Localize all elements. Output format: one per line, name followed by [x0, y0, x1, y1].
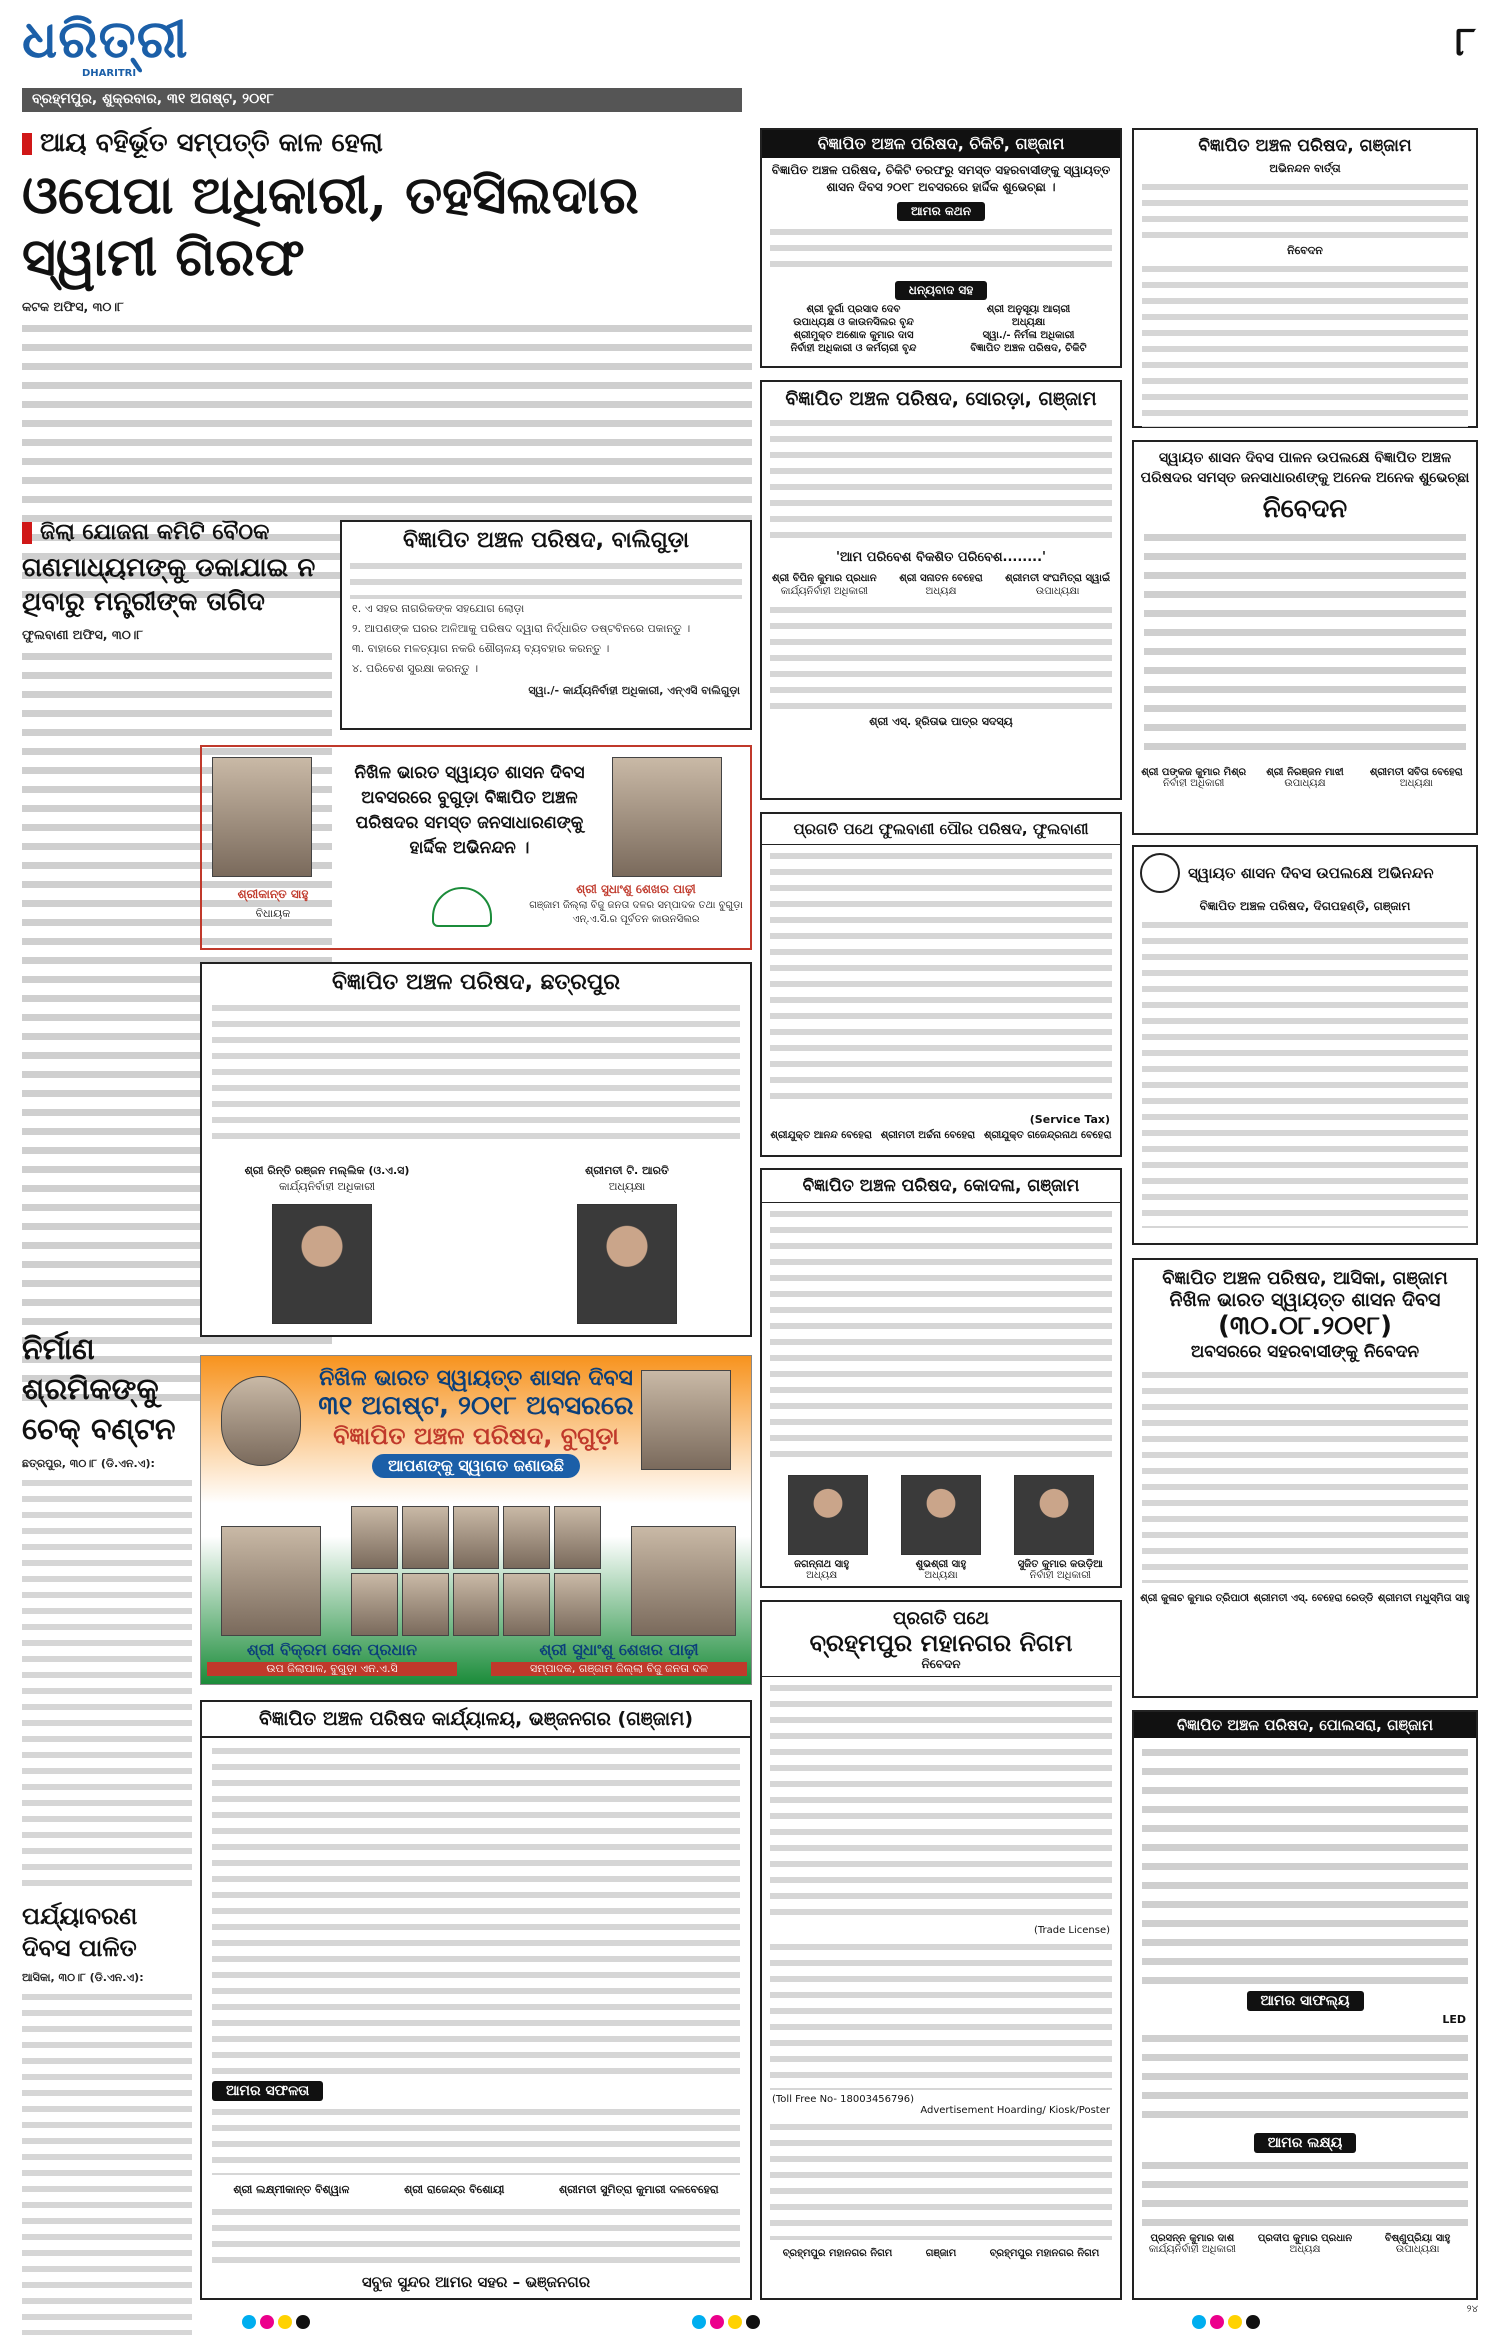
story-four — [22, 1900, 192, 2335]
ad-balliguda-item: ୨. ଆପଣଙ୍କ ଘରର ଅଳିଆକୁ ପରିଷଦ ଦ୍ୱାରା ନିର୍ଦ୍ଧାରିତ ଡଷ୍ଟବିନରେ ପକାନ୍ତୁ । — [352, 622, 691, 635]
kodala-sig-left-role: ଅଧ୍ୟକ୍ଷ — [806, 1570, 838, 1581]
masthead-logo — [22, 9, 252, 82]
greeting-text: ନିଖିଳ ଭାରତ ସ୍ୱାୟତ ଶାସନ ଦିବସ ଅବସରରେ ବୁଗୁଡ଼ା ବିଜ୍ଞାପିତ ଅଞ୍ଚଳ ପରିଷଦର ସମସ୍ତ ଜନସାଧାରଣଙ୍କୁ ହାର୍ଦ୍ଦିକ ଅଭିନନ୍ଦନ । — [354, 763, 585, 858]
berhampur-trade-license: (Trade License) — [1033, 1925, 1110, 1936]
councillor-photo — [402, 1506, 449, 1569]
ad-pani-notice — [1132, 440, 1478, 835]
chikiti-sig: ଶ୍ରୀ ଦୁର୍ଗା ପ୍ରସାଦ ଦେବ — [806, 304, 901, 315]
ad-aska — [1132, 1258, 1478, 1698]
yellow-dot — [728, 2315, 742, 2329]
magenta-dot — [1210, 2315, 1224, 2329]
kodala-photos — [762, 1471, 1120, 1559]
banner-line2: ୩୧ ଅଗଷ୍ଟ, ୨୦୧୮ ଅବସରରେ — [318, 1391, 634, 1421]
yellow-dot — [1228, 2315, 1242, 2329]
polsara-pill-1: ଆମର ସାଫଲ୍ୟ — [1247, 1991, 1364, 2011]
polsara-achievements — [1142, 2030, 1468, 2130]
berhampur-body-1 — [770, 1681, 1112, 1921]
story-four-body — [22, 1990, 192, 2335]
soroda-sig-left-role: କାର୍ଯ୍ୟନିର୍ବାହୀ ଅଧିକାରୀ — [780, 586, 868, 597]
banner-right-name: ଶ୍ରୀ ସୁଧାଂଶୁ ଶେଖର ପାଢ଼ୀ — [539, 1640, 699, 1659]
cyan-dot — [692, 2315, 706, 2329]
ad-balliguda — [340, 520, 752, 730]
ad-berhampur — [760, 1600, 1122, 2300]
page-number: ୮ — [1455, 18, 1476, 65]
digapahandi-title: ସ୍ୱାୟତ ଶାସନ ଦିବସ ଉପଲକ୍ଷେ ଅଭିନନ୍ଦନ — [1188, 864, 1434, 882]
ad-bhanjanagar-achievements — [212, 2105, 740, 2175]
councillor-photo — [351, 1506, 398, 1569]
ad-chhatrapur-title: ବିଜ୍ଞାପିତ ଅଞ୍ଚଳ ପରିଷଦ, ଛତ୍ରପୁର — [331, 970, 621, 995]
ad-soroda-body — [770, 416, 1112, 546]
ad-soroda-title: ବିଜ୍ଞାପିତ ଅଞ୍ଚଳ ପରିଷଦ, ସୋରଡ଼ା, ଗଞ୍ଜାମ — [785, 388, 1097, 410]
ad-digapahandi — [1132, 845, 1478, 1245]
banner-left-name: ଶ୍ରୀ ବିକ୍ରମ ସେନ ପ୍ରଧାନ — [246, 1640, 418, 1659]
lead-kicker — [22, 128, 752, 159]
berhampur-advertisement: Advertisement Hoarding/ Kiosk/Poster — [920, 2105, 1110, 2116]
soroda-quote: 'ଆମ ପରିବେଶ ବିକଶିତ ପରିବେଶ........' — [835, 550, 1047, 565]
ad-kodala — [760, 1168, 1122, 1588]
councillor-photo — [453, 1506, 500, 1569]
aska-title: ବିଜ୍ଞାପିତ ଅଞ୍ଚଳ ପରିଷଦ, ଆସିକା, ଗଞ୍ଜାମ — [1162, 1268, 1448, 1289]
photo-kodala-eo — [1014, 1475, 1094, 1555]
pani-sig-left: ଶ୍ରୀ ପଙ୍କଜ କୁମାର ମିଶ୍ର — [1141, 767, 1247, 778]
story-three — [22, 1330, 192, 1896]
councillor-photo — [503, 1573, 550, 1636]
story-three-headline: ନିର୍ମାଣ ଶ୍ରମିକଙ୍କୁ ଚେକ୍ ବଣ୍ଟନ — [22, 1332, 176, 1447]
pani-notice-heading: ନିବେଦନ — [1262, 494, 1348, 524]
dateline: ବ୍ରହ୍ମପୁର, ଶୁକ୍ରବାର, ୩୧ ଅଗଷ୍ଟ, ୨୦୧୮ — [22, 88, 742, 112]
ad-polsara — [1132, 1710, 1478, 2300]
ad-balliguda-intro — [350, 559, 742, 599]
chhatrapur-sig-right: ଶ୍ରୀମତୀ ଟି. ଆରତି — [585, 1164, 669, 1177]
chhatrapur-sig-left-role: କାର୍ଯ୍ୟନିର୍ବାହୀ ଅଧିକାରୀ — [279, 1180, 375, 1193]
general-notice-title: ବିଜ୍ଞାପିତ ଅଞ୍ଚଳ ପରିଷଦ, ଗଞ୍ଜାମ — [1198, 136, 1412, 156]
registration-marks-mid — [690, 2314, 762, 2333]
story-three-dateline: ଛତ୍ରପୁର, ୩୦।୮ (ଡି.ଏନ.ଏ): — [22, 1457, 155, 1470]
emblem-icon — [1140, 853, 1180, 893]
ad-kodala-title: ବିଜ୍ଞାପିତ ଅଞ୍ଚଳ ପରିଷଦ, କୋଦଳା, ଗଞ୍ଜାମ — [762, 1170, 1120, 1203]
pani-sig-left-role: ନିର୍ବାହୀ ଅଧିକାରୀ — [1163, 778, 1225, 789]
banner-line4: ଆପଣଙ୍କୁ ସ୍ୱାଗତ ଜଣାଉଛି — [372, 1454, 580, 1478]
digapahandi-header — [1134, 847, 1476, 899]
soroda-bottom: ଶ୍ରୀ ଏସ୍‌. ହ୍ରିତାଭ ପାତ୍ର ସଦସ୍ୟ — [869, 715, 1013, 728]
polsara-body — [1142, 1744, 1468, 1984]
banner-left-role: ଉପ ଜିଲାପାଳ, ବୁଗୁଡ଼ା ଏନ.ଏ.ସି — [207, 1662, 457, 1676]
bhanjanagar-signatures — [202, 2179, 750, 2201]
soroda-sig-right: ଶ୍ରୀମତୀ ସଂଘମିତ୍ରା ସ୍ୱାଇଁ — [1005, 573, 1111, 584]
story-two-headline: ଗଣମାଧ୍ୟମଙ୍କୁ ଡକାଯାଇ ନ ଥିବାରୁ ମନ୍ତ୍ରୀଙ୍କ ତାଗିଦ — [22, 553, 316, 617]
story-two-dateline: ଫୁଲବାଣୀ ଅଫିସ, ୩୦।୮ — [22, 627, 143, 642]
ad-bhanjanagar-councillors — [212, 2205, 740, 2265]
pani-notice-title: ସ୍ୱାୟତ ଶାସନ ଦିବସ ପାଳନ ଉପଲକ୍ଷେ ବିଜ୍ଞାପିତ ଅଞ୍ଚଳ ପରିଷଦର ସମସ୍ତ ଜନସାଧାରଣଙ୍କୁ ଅନେକ ଅନେକ ଶୁଭେଚ୍ଛା — [1140, 450, 1470, 486]
chikiti-sig: ବିଜ୍ଞାପିତ ଅଞ୍ଚଳ ପରିଷଦ, ଚିକିଟି — [970, 343, 1087, 354]
cyan-dot — [1192, 2315, 1206, 2329]
photo-chhatrapur-eo — [272, 1204, 372, 1324]
registration-marks-right — [1190, 2314, 1262, 2333]
digapahandi-body — [1142, 918, 1468, 1228]
berhampur-body-3 — [770, 2120, 1112, 2240]
cyan-dot — [242, 2315, 256, 2329]
soroda-sig-right-role: ଉପାଧ୍ୟକ୍ଷା — [1035, 586, 1080, 597]
story-two-kicker-text: ଜିଲା ଯୋଜନା କମିଟି ବୈଠକ — [40, 520, 270, 545]
story-three-body — [22, 1476, 192, 1896]
kicker-marker — [22, 522, 32, 544]
phulbani-sig-mid: ଶ୍ରୀମତୀ ଅର୍ଚ୍ଚନା ବେହେରା — [880, 1130, 976, 1141]
ad-balliguda-item: ୪. ପରିବେଶ ସୁରକ୍ଷା କରନ୍ତୁ । — [352, 662, 479, 675]
pani-sig-right: ଶ୍ରୀମତୀ ସବିତା ବେହେରା — [1369, 767, 1463, 778]
page-ref: ୨୪ — [1466, 2304, 1478, 2315]
berhampur-body-2 — [770, 1940, 1112, 2090]
phulbani-sig-left: ଶ୍ରୀଯୁକ୍ତ ଆନନ୍ଦ ବେହେରା — [770, 1130, 872, 1141]
chikiti-sig: ନିର୍ବାହୀ ଅଧିକାରୀ ଓ କର୍ମଚାରୀ ବୃନ୍ଦ — [790, 343, 917, 354]
ad-phulbani — [760, 812, 1122, 1157]
polsara-pill-2: ଆମର ଲକ୍ଷ୍ୟ — [1254, 2133, 1357, 2153]
banner-right-role: ସମ୍ପାଦକ, ଗଞ୍ଜାମ ଜିଲ୍ଲା ବିଜୁ ଜନତା ଦଳ — [491, 1662, 747, 1676]
kodala-sig-mid-role: ଅଧ୍ୟକ୍ଷା — [924, 1570, 958, 1581]
aska-line-1: ନିଖିଳ ଭାରତ ସ୍ୱାୟତ୍ତ ଶାସନ ଦିବସ — [1169, 1289, 1441, 1311]
chikiti-sig: ସ୍ୱା./- ନିର୍ମଳା ଅଧିକାରୀ — [982, 330, 1075, 341]
photo-mla — [212, 757, 312, 877]
logo-subtext: DHARITRI — [82, 68, 137, 79]
councillor-photo — [554, 1506, 601, 1569]
digapahandi-subtitle: ବିଜ୍ଞାପିତ ଅଞ୍ଚଳ ପରିଷଦ, ଦିଗପହଣ୍ଡି, ଗଞ୍ଜାମ — [1199, 899, 1411, 913]
councillor-photo — [503, 1506, 550, 1569]
banner-line3: ବିଜ୍ଞାପିତ ଅଞ୍ଚଳ ପରିଷଦ, ବୁଗୁଡ଼ା — [333, 1422, 619, 1450]
polsara-sig-left-role: କାର୍ଯ୍ୟନିର୍ବାହୀ ଅଧିକାରୀ — [1148, 2244, 1236, 2255]
lead-dateline: କଟକ ଅଫିସ, ୩୦।୮ — [22, 299, 124, 314]
berhampur-sig-right: ବ୍ରହ୍ମପୁର ମହାନଗର ନିଗମ — [989, 2248, 1100, 2259]
ad-balliguda-title: ବିଜ୍ଞାପିତ ଅଞ୍ଚଳ ପରିଷଦ, ବାଲିଗୁଡ଼ା — [403, 528, 689, 553]
pani-notice-body — [1144, 529, 1466, 759]
soroda-member-list — [770, 603, 1112, 713]
ad-chhatrapur — [200, 962, 752, 1337]
lead-kicker-text: ଆୟ ବହିର୍ଭୂତ ସମ୍ପତ୍ତି କାଳ ହେଲା — [40, 128, 383, 158]
ad-general-notice — [1132, 128, 1478, 428]
kodala-sig-right-role: ନିର୍ବାହୀ ଅଧିକାରୀ — [1029, 1570, 1091, 1581]
chikiti-sig: ଅଧ୍ୟକ୍ଷା — [1011, 317, 1046, 328]
chikiti-pill-1: ଆମର କଥନ — [897, 202, 985, 221]
phulbani-signatures — [762, 1126, 1120, 1145]
ad-chikiti — [760, 128, 1122, 368]
registration-marks-left — [240, 2314, 312, 2333]
polsara-sig-mid: ପ୍ରଦୀପ କୁମାର ପ୍ରଧାନ — [1257, 2233, 1353, 2244]
chikiti-signatures — [762, 300, 1120, 358]
ad-balliguda-item: ୧. ଏ ସହର ନାଗରିକଙ୍କ ସହଯୋଗ ଲୋଡ଼ା — [352, 602, 525, 615]
bhanjanagar-pill: ଆମର ସଫଳତା — [212, 2081, 323, 2101]
ad-phulbani-title: ପ୍ରଗତି ପଥେ ଫୁଲବାଣୀ ପୌର ପରିଷଦ, ଫୁଲବାଣୀ — [762, 814, 1120, 845]
aska-sig-right: ଶ୍ରୀମତୀ ମଧୁସ୍ମିତା ସାହୁ — [1377, 1593, 1470, 1604]
aska-line-2: (୩୦.୦୮.୨୦୧୮) — [1217, 1311, 1393, 1341]
conch-icon — [432, 887, 492, 927]
berhampur-signatures — [762, 2244, 1120, 2263]
aska-body — [1142, 1368, 1468, 1583]
general-notice-intro — [1142, 180, 1468, 240]
councillor-photo — [402, 1573, 449, 1636]
ad-bhanjanagar-title: ବିଜ୍ଞାପିତ ଅଞ୍ଚଳ ପରିଷଦ କାର୍ଯ୍ୟାଳୟ, ଭଞ୍ଜନଗର (ଗଞ୍ଜାମ) — [202, 1702, 750, 1738]
soroda-sig-mid-role: ଅଧ୍ୟକ୍ଷ — [925, 586, 957, 597]
councillor-photo-grid — [351, 1506, 601, 1636]
photo-banner-left — [221, 1526, 321, 1636]
polsara-sig-right: ବିଷ୍ଣୁପ୍ରିୟା ସାହୁ — [1384, 2233, 1451, 2244]
chhatrapur-sig-left: ଶ୍ରୀ ରିନ୍ତି ରଞ୍ଜନ ମଲ୍ଲିକ (ଓ.ଏ.ସ) — [244, 1164, 410, 1177]
ad-kodala-body — [770, 1207, 1112, 1467]
polsara-sig-mid-role: ଅଧ୍ୟକ୍ଷ — [1289, 2244, 1321, 2255]
photo-kodala-chair — [788, 1475, 868, 1555]
chikiti-pill-2: ଧନ୍ୟବାଦ ସହ — [895, 281, 987, 300]
berhampur-sig-left: ବ୍ରହ୍ମପୁର ମହାନଗର ନିଗମ — [782, 2248, 893, 2259]
aska-signatures — [1134, 1589, 1476, 1608]
mla-name: ଶ୍ରୀକାନ୍ତ ସାହୁ — [237, 887, 309, 901]
leader-role: ଗଞ୍ଜାମ ଜିଲ୍ଲା ବିଜୁ ଜନତା ଦଳର ସମ୍ପାଦକ ତଥା ବୁଗୁଡ଼ା ଏନ୍‌.ଏ.ସି.ର ପୂର୍ବତନ କାଉନସିଲର — [529, 900, 743, 925]
story-four-dateline: ଆସିକା, ୩୦।୮ (ଡି.ଏନ.ଏ): — [22, 1971, 144, 1984]
ad-chikiti-subtitle: ବିଜ୍ଞାପିତ ଅଞ୍ଚଳ ପରିଷଦ, ଚିକିଟି ତରଫରୁ ସମସ୍ତ ସହରବାସୀଙ୍କୁ ସ୍ୱାୟତ୍ତ ଶାସନ ଦିବସ ୨୦୧୮ ଅବସରରେ ହାର୍ଦ୍ଦିକ ଶୁଭେଚ୍ଛା । — [771, 163, 1111, 194]
kodala-sig-mid: ଶୁଭଶ୍ରୀ ସାହୁ — [915, 1559, 967, 1570]
berhampur-sig-mid: ଗଞ୍ଜାମ — [925, 2248, 957, 2259]
bhanjanagar-sig-left: ଶ୍ରୀ ଲକ୍ଷ୍ମୀକାନ୍ତ ବିଶ୍ୱାଳ — [233, 2183, 350, 2196]
photo-chhatrapur-chair — [577, 1204, 677, 1324]
polsara-title: ବିଜ୍ଞାପିତ ଅଞ୍ଚଳ ପରିଷଦ, ପୋଲସରା, ଗଞ୍ଜାମ — [1134, 1712, 1476, 1738]
photo-kodala-vice — [901, 1475, 981, 1555]
phulbani-sig-right: ଶ୍ରୀଯୁକ୍ତ ଗଜେନ୍ଦ୍ରନାଥ ବେହେରା — [983, 1130, 1112, 1141]
chikiti-sig: ଉପାଧ୍ୟକ୍ଷ ଓ କାଉନସିଲର ବୃନ୍ଦ — [793, 317, 914, 328]
berhampur-subtitle: ନିବେଦନ — [762, 1657, 1120, 1677]
councillor-photo — [554, 1573, 601, 1636]
councillor-photo — [453, 1573, 500, 1636]
general-notice-subtitle: ଅଭିନନ୍ଦନ ବାର୍ତ୍ତା — [1269, 162, 1341, 175]
berhampur-title-1: ପ୍ରଗତି ପଥେ — [893, 1608, 989, 1629]
banner-line1: ନିଖିଳ ଭାରତ ସ୍ୱାୟତ୍ତ ଶାସନ ଦିବସ — [319, 1366, 633, 1391]
berhampur-toll-free: (Toll Free No- 18003456796) — [772, 2094, 915, 2105]
pani-sig-mid-role: ଉପାଧ୍ୟକ୍ଷ — [1284, 778, 1326, 789]
polsara-sig-left: ପ୍ରସନ୍ନ କୁମାର ଦାଶ — [1150, 2233, 1235, 2244]
chikiti-sig: ଶ୍ରୀମୁକ୍ତ ଅଶୋକ କୁମାର ଦାସ — [793, 330, 914, 341]
ad-soroda — [760, 380, 1122, 800]
magenta-dot — [260, 2315, 274, 2329]
soroda-sig-left: ଶ୍ରୀ ବିପିନ କୁମାର ପ୍ରଧାନ — [772, 573, 877, 584]
leader-name: ଶ୍ରୀ ସୁଧାଂଶୁ ଶେଖର ପାଢ଼ୀ — [576, 882, 696, 896]
logo-text: ଧରିତ୍ରୀ — [22, 9, 189, 70]
kodala-signatures — [762, 1559, 1120, 1581]
chhatrapur-sig-right-role: ଅଧ୍ୟକ୍ଷା — [608, 1180, 646, 1193]
pani-signatures — [1134, 763, 1476, 793]
general-notice-body — [1142, 262, 1468, 427]
general-notice-subtitle-2: ନିବେଦନ — [1287, 244, 1323, 257]
aska-line-3: ଅବସରରେ ସହରବାସୀଙ୍କୁ ନିବେଦନ — [1190, 1342, 1420, 1362]
ad-chhatrapur-body — [212, 1001, 740, 1141]
photo-banner-right — [631, 1526, 736, 1636]
kodala-sig-right: ସୁଜିତ କୁମାର କଉଡ଼ିଆ — [1017, 1559, 1103, 1570]
ad-phulbani-body — [770, 849, 1112, 1109]
soroda-sig-mid: ଶ୍ରୀ ସନାତନ ବେହେରା — [899, 573, 983, 584]
ad-chikiti-title: ବିଜ୍ଞାପିତ ଅଞ୍ଚଳ ପରିଷଦ, ଚିକିଟି, ଗଞ୍ଜାମ — [762, 130, 1120, 158]
photo-leader — [612, 757, 722, 877]
ad-balliguda-item: ୩. ବାହାରେ ମଳତ୍ୟାଗ ନକରି ଶୌଚାଳୟ ବ୍ୟବହାର କରନ୍ତୁ । — [352, 642, 610, 655]
kicker-marker — [22, 133, 32, 155]
ad-balliguda-signature: ସ୍ୱା./- କାର୍ଯ୍ୟନିର୍ବାହୀ ଅଧିକାରୀ, ଏନ୍‌ଏସି ବାଲିଗୁଡ଼ା — [528, 684, 740, 697]
ad-chikiti-body — [770, 225, 1112, 275]
black-dot — [1246, 2315, 1260, 2329]
ad-buguda-banner — [200, 1355, 752, 1685]
magenta-dot — [710, 2315, 724, 2329]
kodala-sig-left: ଜଗନ୍ନାଥ ସାହୁ — [794, 1559, 850, 1570]
photo-cm — [221, 1376, 301, 1466]
black-dot — [296, 2315, 310, 2329]
aska-sig-mid: ଶ୍ରୀମତୀ ଏସ୍‌. ବେହେରା ରେଡ୍ଡି — [1253, 1593, 1374, 1604]
bhanjanagar-footer: ସବୁଜ ସୁନ୍ଦର ଆମର ସହର – ଭଞ୍ଜନଗର — [361, 2273, 591, 2291]
yellow-dot — [278, 2315, 292, 2329]
ad-buguda-greeting — [200, 745, 752, 950]
pani-sig-right-role: ଅଧ୍ୟକ୍ଷା — [1399, 778, 1433, 789]
soroda-signatures — [762, 569, 1120, 601]
polsara-signatures — [1134, 2231, 1476, 2257]
bhanjanagar-sig-right: ଶ୍ରୀମତୀ ସୁମିତ୍ରା କୁମାରୀ ଦଳବେହେରା — [558, 2183, 719, 2196]
photo-banner-leader-top — [641, 1370, 731, 1470]
berhampur-title-2: ବ୍ରହ୍ମପୁର ମହାନଗର ନିଗମ — [809, 1629, 1073, 1657]
councillor-photo — [351, 1573, 398, 1636]
polsara-sig-right-role: ଉପାଧ୍ୟକ୍ଷା — [1395, 2244, 1440, 2255]
story-four-headline: ପର୍ଯ୍ୟାବରଣ ଦିବସ ପାଳିତ — [22, 1901, 138, 1962]
bhanjanagar-sig-mid: ଶ୍ରୀ ରାଜେନ୍ଦ୍ର ବିଶୋୟୀ — [404, 2183, 505, 2196]
chikiti-sig: ଶ୍ରୀ ଅନୁସୂୟା ଆଚାରୀ — [986, 304, 1071, 315]
phulbani-service-tax: (Service Tax) — [1029, 1113, 1110, 1126]
ad-bhanjanagar — [200, 1700, 752, 2300]
aska-sig-left: ଶ୍ରୀ କୁଳାଚ କୁମାର ତ୍ରିପାଠୀ — [1140, 1593, 1249, 1604]
story-two-kicker — [22, 520, 332, 545]
ad-bhanjanagar-body — [212, 1744, 740, 2074]
polsara-led: LED — [1442, 2013, 1466, 2026]
mla-role: ବିଧାୟକ — [255, 907, 291, 920]
lead-headline: ଓପେପା ଅଧିକାରୀ, ତହସିଲଦାର ସ୍ୱାମୀ ଗିରଫ — [22, 165, 639, 288]
pani-sig-mid: ଶ୍ରୀ ନିରଞ୍ଜନ ମାଝୀ — [1266, 767, 1344, 778]
polsara-goals — [1142, 2157, 1468, 2227]
black-dot — [746, 2315, 760, 2329]
